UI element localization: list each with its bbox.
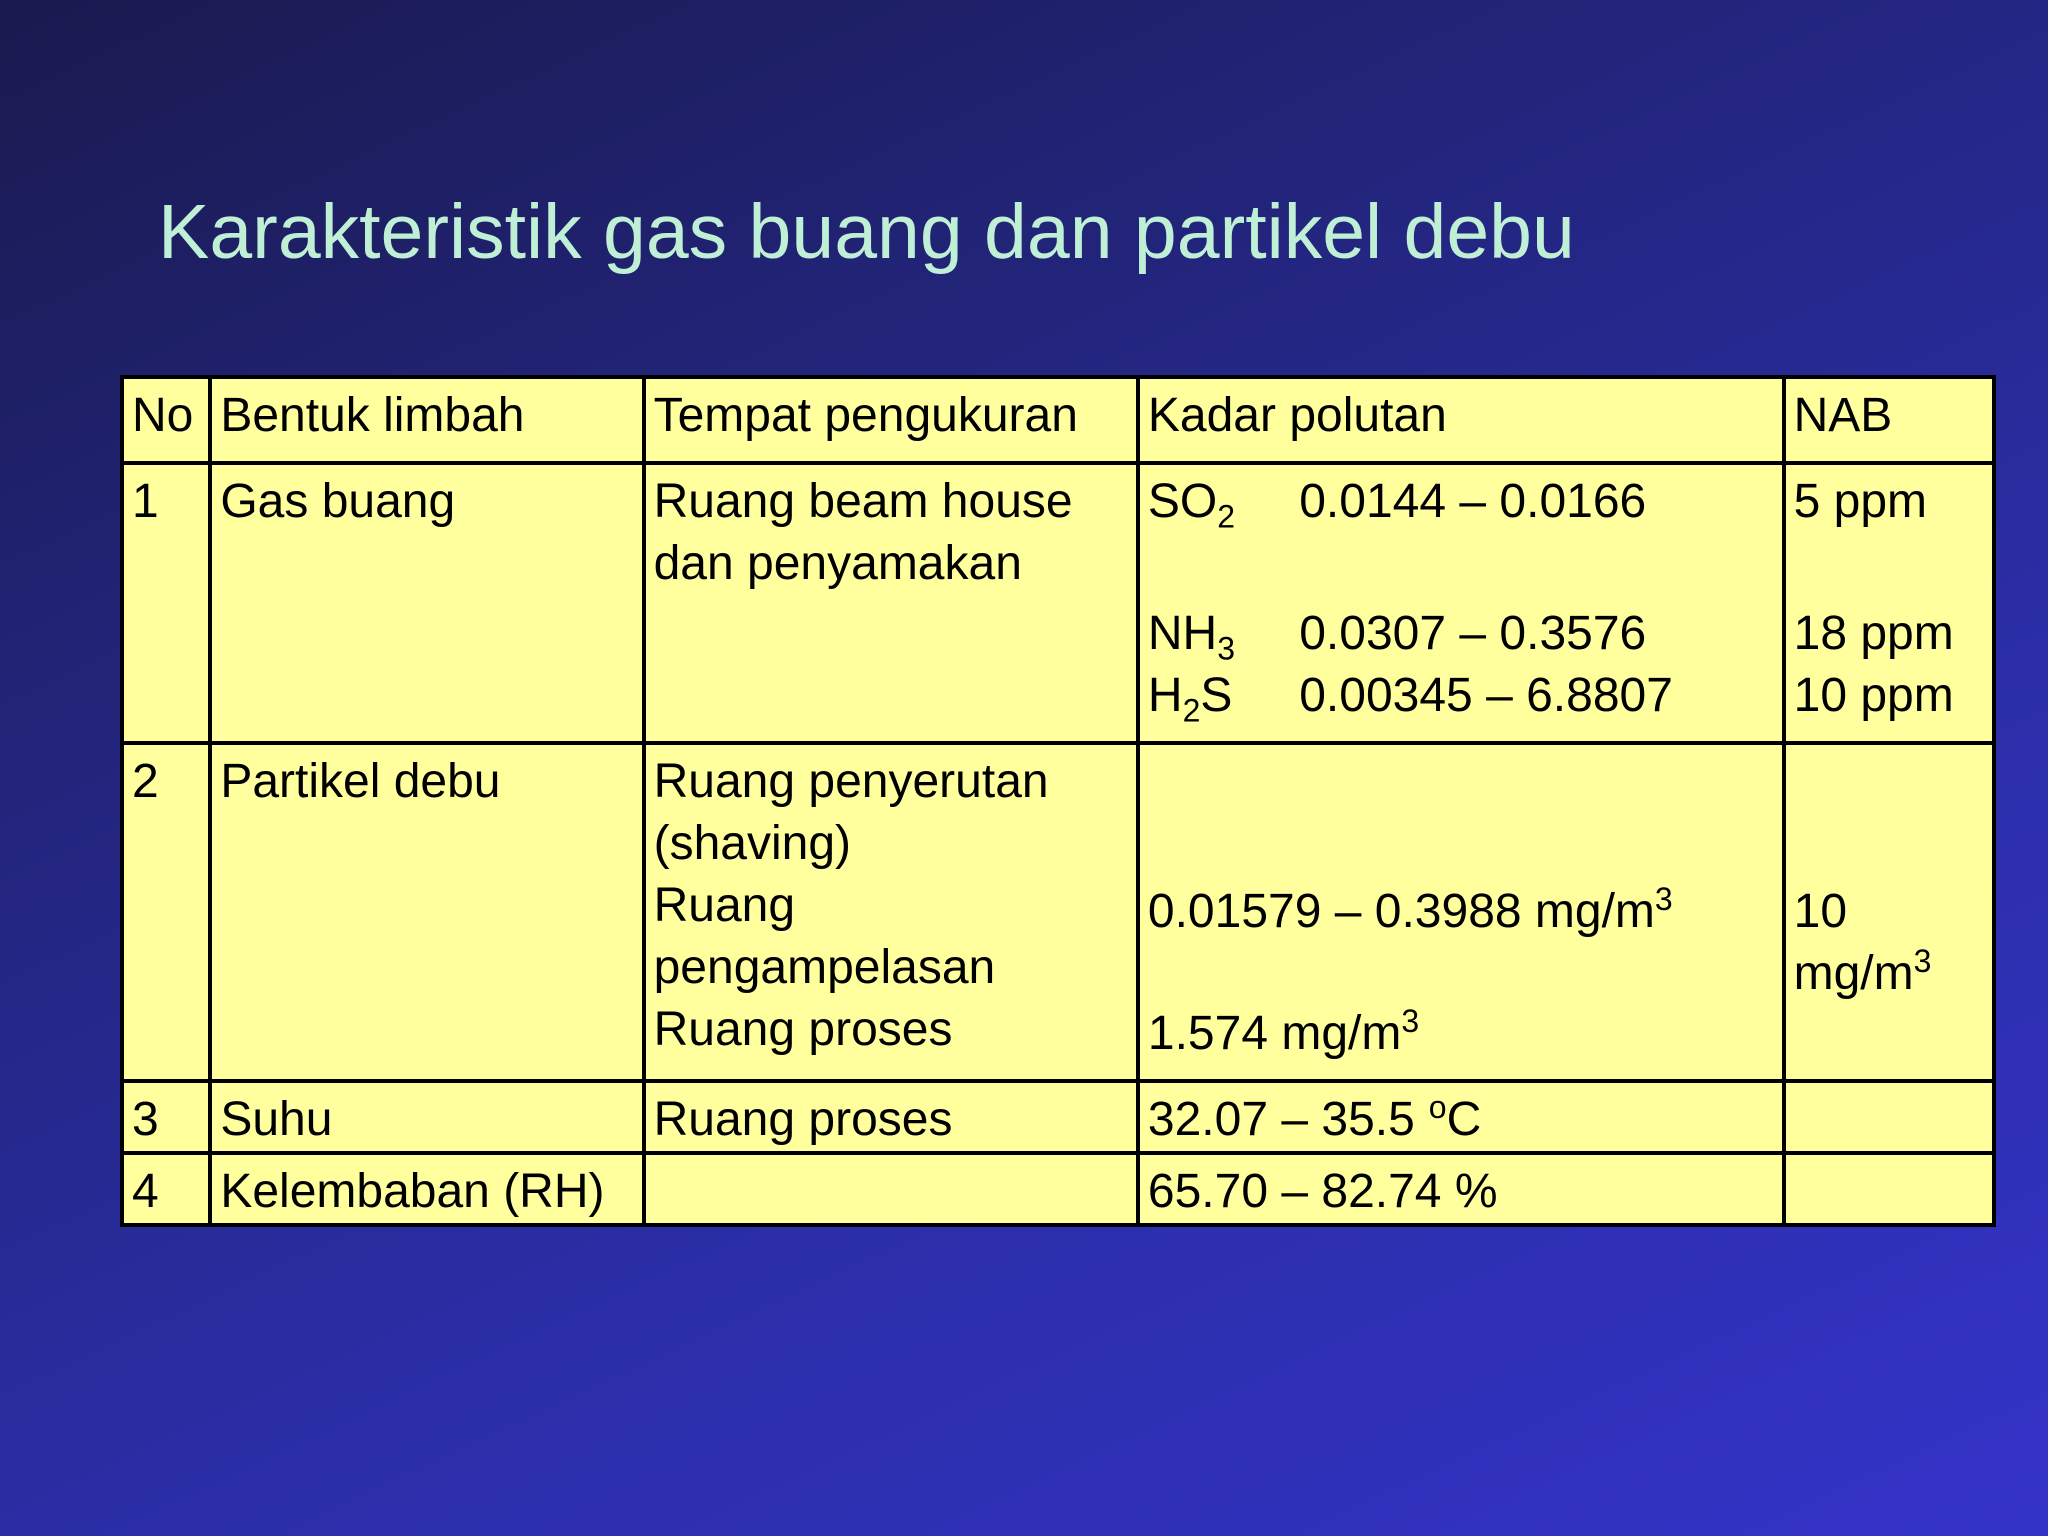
- cell-kadar: 65.70 – 82.74 %: [1138, 1153, 1784, 1225]
- cell-form: Partikel debu: [210, 743, 643, 1081]
- so2-range: 0.0144 – 0.0166: [1299, 475, 1647, 528]
- cell-place: [644, 1153, 1138, 1225]
- slide-title: Karakteristik gas buang dan partikel debu: [158, 189, 1575, 275]
- pollutant-nh3: $NH_3$ 0.0307 – 0.3576: [1147, 607, 1647, 667]
- cell-form: Kelembaban (RH): [210, 1153, 643, 1225]
- nh3-range: 0.0307 – 0.3576: [1299, 607, 1647, 660]
- cell-form: Suhu: [210, 1081, 643, 1153]
- place-line: Ruang penyerutan: [653, 755, 1049, 808]
- cell-no: 4: [122, 1153, 210, 1225]
- h2s-range: 0.00345 – 6.8807: [1299, 669, 1673, 722]
- table-row: [122, 743, 1994, 1081]
- cell-no: 3: [122, 1081, 210, 1153]
- nab-so2: 5 ppm: [1793, 475, 1928, 528]
- cell-no: 2: [122, 743, 210, 1081]
- nab-h2s: 10 ppm: [1793, 669, 1954, 722]
- header-place: Tempat pengukuran: [644, 377, 1138, 463]
- header-kadar: Kadar polutan: [1138, 377, 1784, 463]
- cell-nab: [1784, 1153, 1994, 1225]
- table-row: [122, 1153, 1994, 1225]
- nab-dust-2: $mg/m^3$: [1793, 943, 1932, 1000]
- pollutant-table: [120, 375, 1996, 1227]
- nab-nh3: 18 ppm: [1793, 607, 1954, 660]
- place-line: Ruang: [653, 879, 796, 932]
- place-line: pengampelasan: [653, 941, 996, 994]
- cell-no: 1: [122, 463, 210, 743]
- cell-kadar: [1138, 463, 1784, 743]
- cell-place: Ruang proses: [644, 1081, 1138, 1153]
- nab-dust-1: 10: [1793, 885, 1848, 938]
- table-row: [122, 1081, 1994, 1153]
- cell-kadar: [1138, 743, 1784, 1081]
- table-header-row: [122, 377, 1994, 463]
- header-no: No: [122, 377, 210, 463]
- place-line: dan penyamakan: [653, 537, 1022, 590]
- cell-nab: [1784, 743, 1994, 1081]
- dust-kadar-1: 0.01579 – 0.3988 $mg/m^3$: [1147, 881, 1673, 938]
- place-line: (shaving): [653, 817, 852, 870]
- dust-kadar-2: 1.574 $mg/m^3$: [1147, 1003, 1420, 1060]
- place-line: Ruang proses: [653, 1003, 953, 1056]
- cell-nab: [1784, 1081, 1994, 1153]
- cell-place: [644, 463, 1138, 743]
- pollutant-h2s: $H_2S$ 0.00345 – 6.8807: [1147, 669, 1673, 729]
- cell-form: Gas buang: [210, 463, 643, 743]
- header-nab: NAB: [1784, 377, 1994, 463]
- table-row: [122, 463, 1994, 743]
- header-form: Bentuk limbah: [210, 377, 643, 463]
- place-line: Ruang beam house: [653, 475, 1073, 528]
- cell-nab: [1784, 463, 1994, 743]
- cell-place: [644, 743, 1138, 1081]
- cell-kadar: 32.07 – 35.5 $^o$C: [1138, 1081, 1784, 1153]
- pollutant-so2: $SO_2$ 0.0144 – 0.0166: [1147, 475, 1647, 535]
